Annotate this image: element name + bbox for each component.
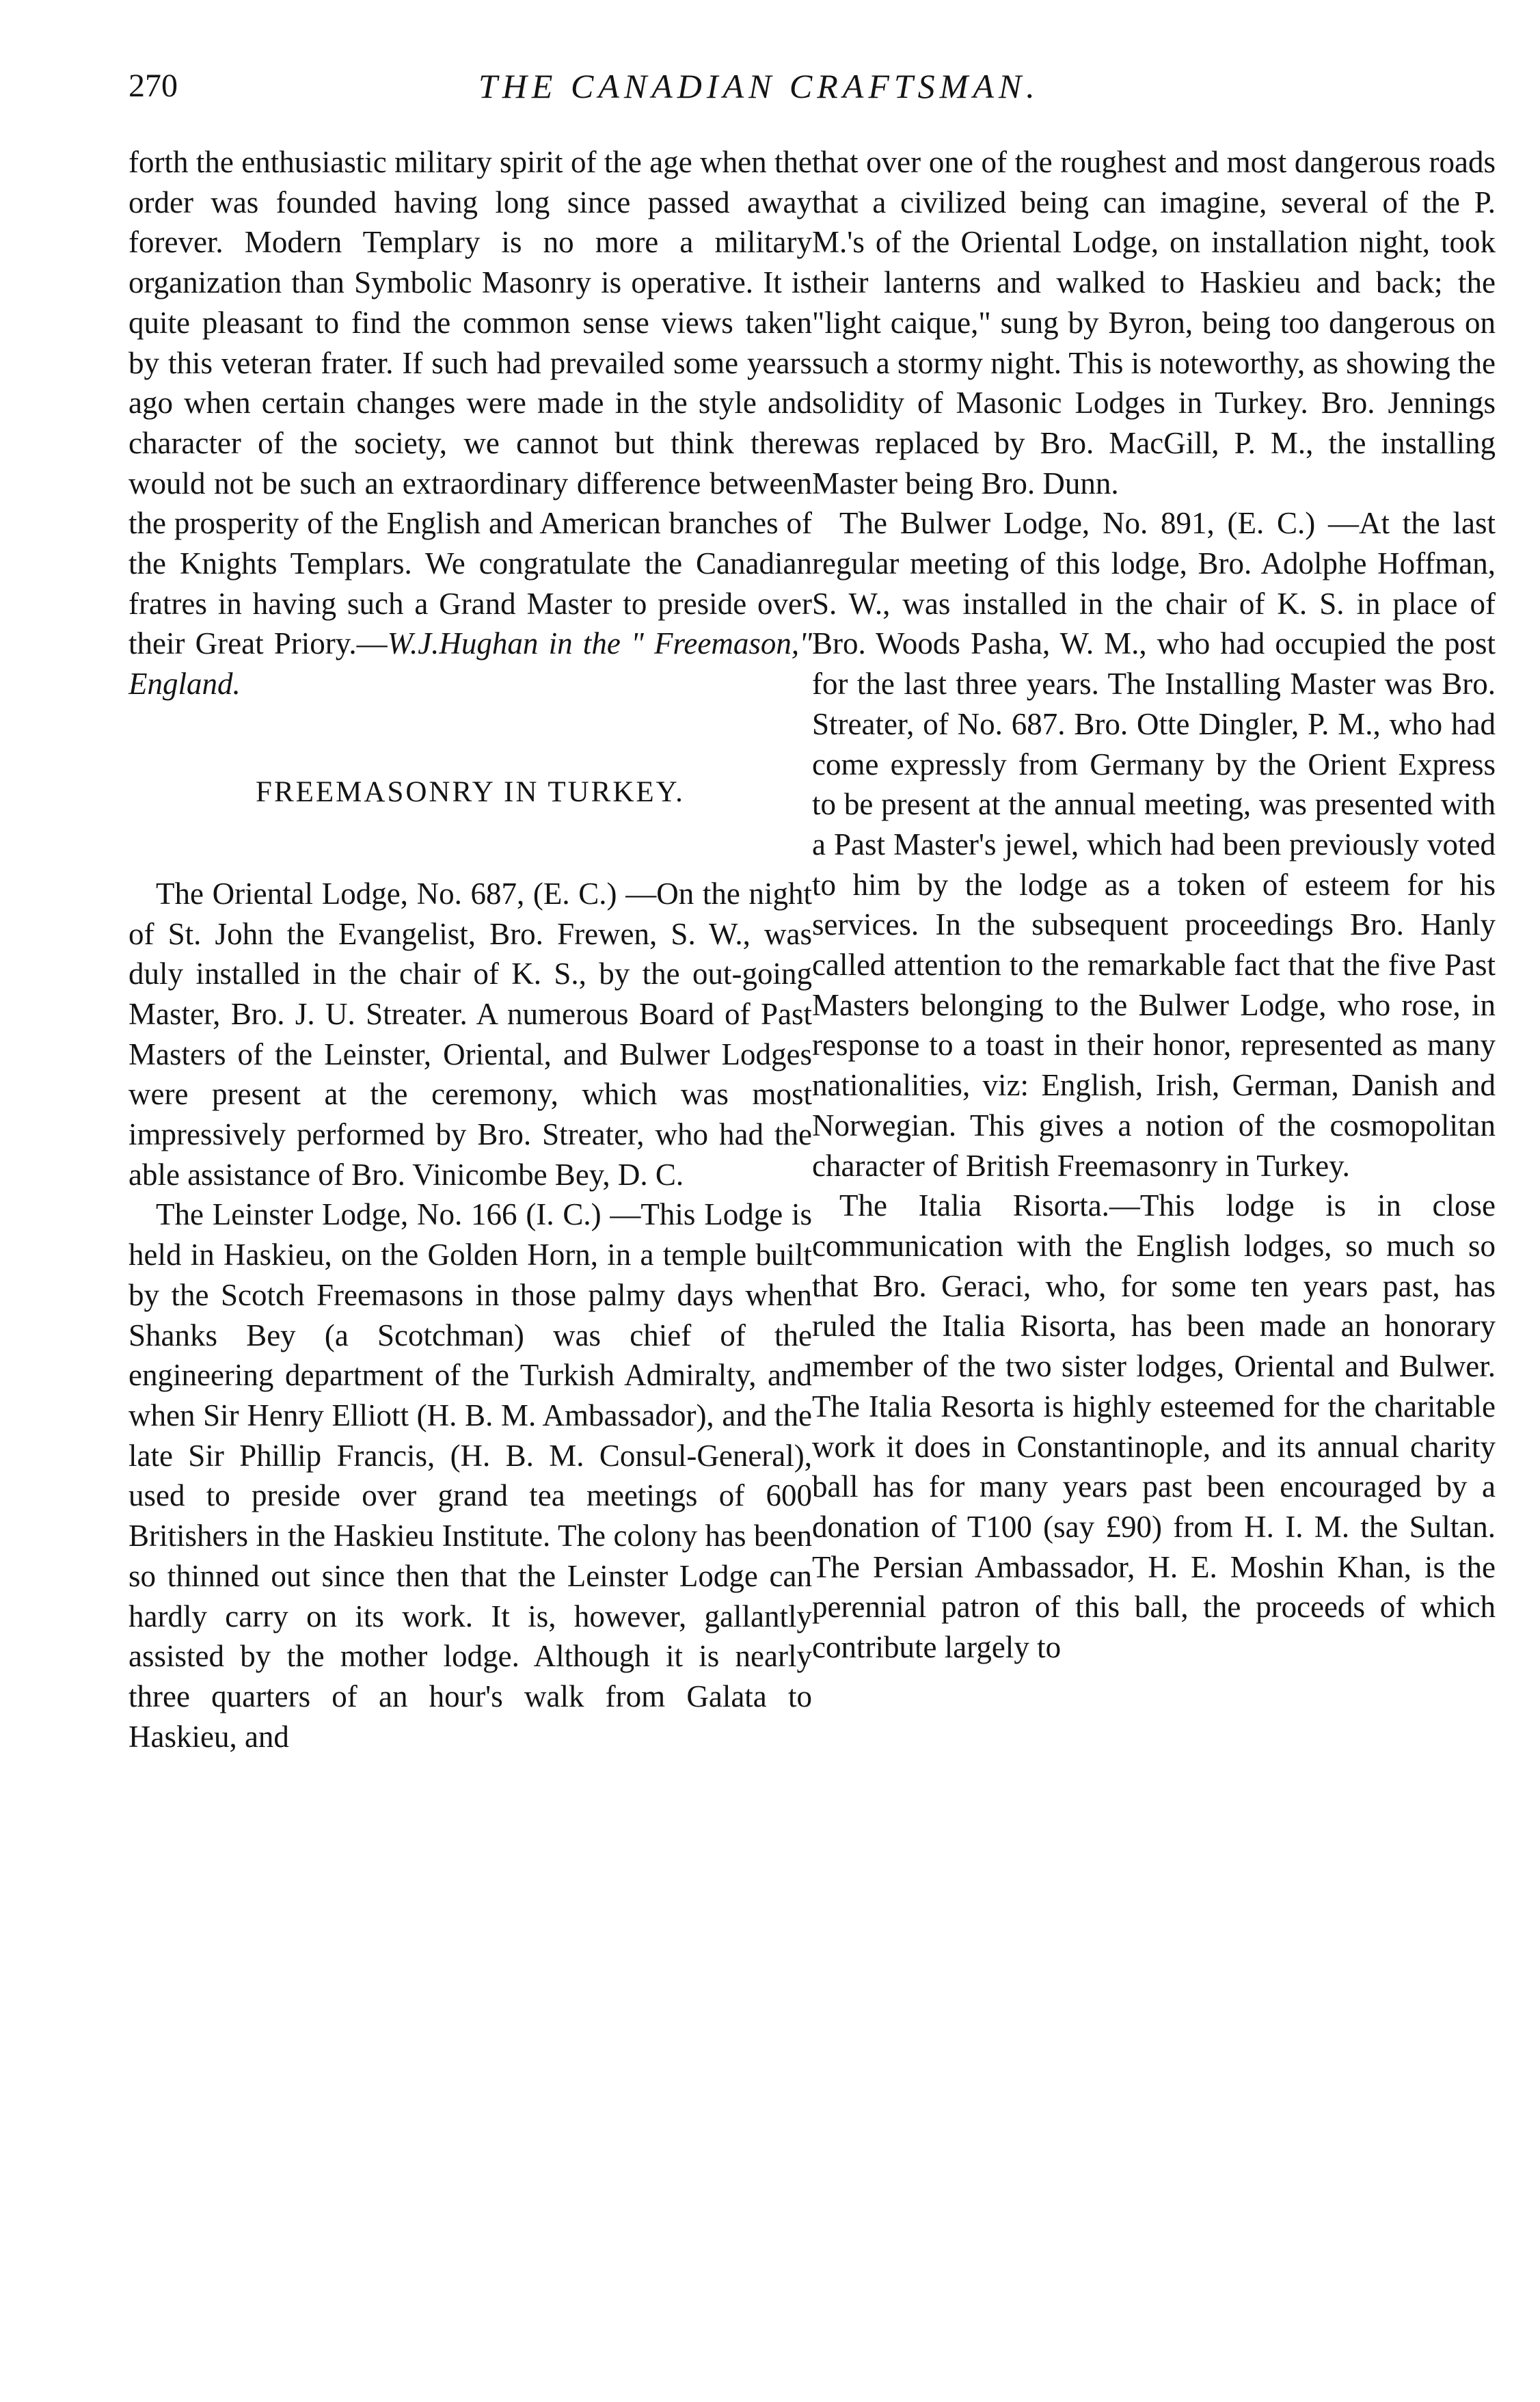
intro-text: forth the enthusiastic military spirit of the age when the order was founded having long since passed away forever. Modern Templary is no more a military organization than Symbolic Masonry is operative. It is quite pleasant to find the common sense views taken by this veteran frater. If such had prevailed some years ago when certain changes were made in the style and character of the society, we cannot but think there would not be such an extraordinary difference between the prosperity of the English and American branches of the Knights Templars. We congratulate the Canadian fratres in having such a Grand Master to preside over their Great Priory.— <box>129 145 812 661</box>
leinster-lodge-paragraph: The Leinster Lodge, No. 166 (I. C.) —This Lodge is held in Haskieu, on the Golden Horn, in a temple built by the Scotch Freemasons in those palmy days when Shanks Bey (a Scotchman) was chief of the engineering department of the Turkish Admiralty, and when Sir Henry Elliott (H. B. M. Ambassador), and the late Sir Phillip Francis, (H. B. M. Consul-General), used to preside over grand tea meetings of 600 Britishers in the Haskieu Institute. The colony has been so thinned out since then that the Leinster Lodge can hardly carry on its work. It is, however, gallantly assisted by the mother lodge. Although it is nearly three quarters of an hour's walk from Galata to Haskieu, and <box>129 1197 812 1754</box>
running-title: THE CANADIAN CRAFTSMAN. <box>478 67 1040 105</box>
left-column <box>129 142 812 1757</box>
intro-paragraph <box>129 142 812 704</box>
bulwer-lodge-paragraph: The Bulwer Lodge, No. 891, (E. C.) —At the last regular meeting of this lodge, Bro. Adolphe Hoffman, S. W., was installed in the chair of K. S. in place of Bro. Woods Pasha, W. M., who had occupied the post for the last three years. The Installing Master was Bro. Streater, of No. 687. Bro. Otte Dingler, P. M., who had come expressly from Germany by the Orient Express to be present at the annual meeting, was presented with a Past Master's jewel, which had been previously voted to him by the lodge as a token of esteem for his services. In the subsequent proceedings Bro. Hanly called attention to the remarkable fact that the five Past Masters belonging to the Bulwer Lodge, who rose, in response to a toast in their honor, represented as many nationalities, viz: English, Irish, German, Danish and Norwegian. This gives a notion of the cosmopolitan character of British Freemasonry in Turkey. <box>812 506 1496 1183</box>
page-number: 270 <box>129 68 178 104</box>
italia-risorta-paragraph: The Italia Risorta.—This lodge is in close communication with the English lodges, so much so that Bro. Geraci, who, for some ten years past, has ruled the Italia Risorta, has been made an honorary member of the two sister lodges, Oriental and Bulwer. The Italia Resorta is highly esteemed for the charitable work it does in Constantinople, and its annual charity ball has for many years past been encouraged by a donation of T100 (say £90) from H. I. M. the Sultan. The Persian Ambassador, H. E. Moshin Khan, is the perennial patron of this ball, the proceeds of which contribute largely to <box>812 1188 1496 1665</box>
section-heading: FREEMASONRY IN TURKEY. <box>256 775 685 808</box>
intro-signature: W.J.Hughan in the " Freemason," England. <box>129 626 812 702</box>
oriental-lodge-paragraph: The Oriental Lodge, No. 687, (E. C.) —On the night of St. John the Evangelist, Bro. Frewen, S. W., was duly installed in the chair of K. S., by the out-going Master, Bro. J. U. Streater. A numerous Board of Past Masters of the Leinster, Oriental, and Bulwer Lodges were present at the ceremony, which was most impressively performed by Bro. Streater, who had the able assistance of Bro. Vinicombe Bey, D. C. <box>129 876 812 1192</box>
continuation-paragraph: that over one of the roughest and most dangerous roads that a civilized being can imagine, several of the P. M.'s of the Oriental Lodge, on installation night, took their lanterns and walked to Haskieu and back; the "light caique," sung by Byron, being too dangerous on such a stormy night. This is noteworthy, as showing the solidity of Masonic Lodges in Turkey. Bro. Jennings was replaced by Bro. MacGill, P. M., the installing Master being Bro. Dunn. <box>812 145 1496 501</box>
right-column <box>812 142 1496 1668</box>
